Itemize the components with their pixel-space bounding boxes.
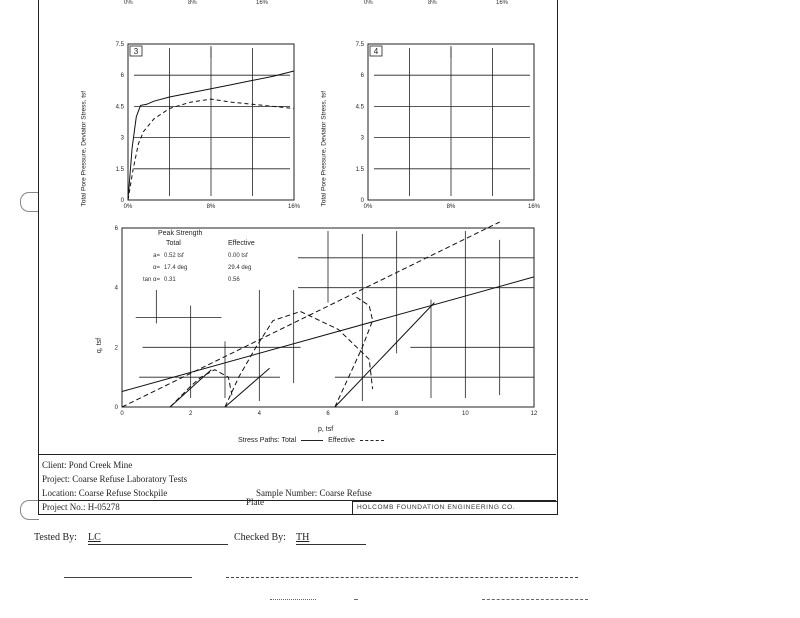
peak-col-total: Total — [166, 240, 181, 247]
y-tick-label: 3 — [360, 135, 364, 142]
checked-by-label: Checked By: — [234, 532, 286, 543]
y-tick-label: 2 — [114, 345, 118, 352]
x-tick-label: 6 — [326, 411, 330, 417]
x-tick-label: 4 — [257, 411, 262, 417]
y-tick-label: 1.5 — [115, 166, 124, 173]
strain-chart-3 — [108, 36, 301, 212]
peak-row-effective: 0.56 — [228, 277, 240, 283]
x-tick-label: 0% — [363, 204, 373, 210]
effective-path-2-line — [225, 312, 373, 408]
stress-ylabel: q, tsf — [96, 337, 104, 354]
x-tick-label: 16% — [527, 204, 541, 210]
panel-4-chart — [348, 36, 541, 217]
legend-total-swatch — [301, 440, 323, 441]
x-tick-label: 12 — [530, 411, 538, 417]
x-tick-label: 0% — [123, 204, 133, 210]
legend-effective-swatch — [360, 440, 384, 441]
client-field: Client: Pond Creek Mine — [42, 460, 133, 470]
y-tick-label: 6 — [360, 73, 364, 80]
peak-row-effective: 29.4 deg — [228, 265, 252, 271]
y-tick-label: 0 — [120, 198, 124, 204]
checked-by-value: TH — [296, 532, 366, 545]
y-tick-label: 4.5 — [355, 104, 364, 111]
panel-4-ylabel-text: Total Pore Pressure, Deviator Stress, tsf — [320, 90, 328, 207]
strain-chart-4 — [348, 36, 541, 212]
legend-effective: Effective — [328, 437, 355, 444]
y-tick-label: 7.5 — [115, 42, 124, 48]
panel-3-ylabel — [80, 90, 88, 207]
top-tick-left-1: 8% — [188, 0, 197, 6]
y-tick-label: 1.5 — [355, 166, 364, 173]
peak-row-label: tan α= — [143, 277, 160, 283]
project-field: Project: Coarse Refuse Laboratory Tests — [42, 474, 188, 484]
legend-prefix: Stress Paths: — [238, 437, 280, 444]
y-tick-label: 0 — [114, 405, 118, 411]
panel-4-ylabel — [320, 90, 328, 207]
y-tick-label: 0 — [360, 198, 364, 204]
total-path-2-line — [225, 368, 270, 407]
peak-strength-table — [128, 230, 298, 290]
y-tick-label: 7.5 — [355, 42, 364, 48]
x-tick-label: 8 — [394, 411, 399, 417]
panel-3-ylabel-text: Total Pore Pressure, Deviator Stress, tsf — [80, 90, 88, 207]
stress-paths-legend — [238, 437, 384, 444]
panel-number: 4 — [373, 47, 379, 56]
plate-label: Plate — [246, 497, 264, 507]
x-tick-label: 8% — [446, 204, 456, 210]
peak-strength-title: Peak Strength — [158, 230, 203, 237]
top-tick-right-0: 0% — [364, 0, 373, 6]
rule-line — [226, 577, 578, 578]
panel-3-chart — [108, 36, 301, 217]
top-tick-right-1: 8% — [428, 0, 437, 6]
tested-by-value: LC — [88, 532, 228, 545]
peak-row-effective: 0.00 tsf — [228, 253, 248, 259]
tested-by-label: Tested By: — [34, 532, 77, 543]
x-tick-label: 0 — [120, 411, 124, 417]
x-tick-label: 2 — [188, 411, 193, 417]
y-tick-label: 6 — [114, 226, 118, 232]
legend-total: Total — [281, 437, 297, 444]
project-no-field: Project No.: H-05278 — [42, 502, 120, 512]
punch-hole — [20, 500, 39, 520]
panel-number: 3 — [133, 47, 139, 56]
peak-col-effective: Effective — [228, 240, 255, 247]
peak-row-label: α= — [153, 265, 160, 271]
y-tick-label: 3 — [120, 135, 124, 142]
peak-row-label: a= — [153, 253, 160, 259]
top-tick-right-2: 16% — [496, 0, 509, 6]
company-name: HOLCOMB FOUNDATION ENGINEERING CO. — [357, 504, 516, 511]
rule-line — [354, 599, 358, 600]
rule-line — [64, 577, 192, 578]
x-tick-label: 10 — [461, 411, 469, 417]
punch-hole — [20, 192, 39, 212]
top-tick-left-0: 0% — [124, 0, 133, 6]
x-tick-label: 8% — [206, 204, 216, 210]
y-tick-label: 4 — [114, 285, 118, 292]
rule-line — [270, 599, 316, 600]
company-box — [352, 501, 557, 514]
stress-xlabel: p, tsf — [318, 426, 334, 433]
info-divider — [38, 454, 556, 455]
y-tick-label: 6 — [120, 73, 124, 80]
y-tick-label: 4.5 — [115, 104, 124, 111]
location-field: Location: Coarse Refuse Stockpile — [42, 488, 168, 498]
effective-path-3-line — [335, 297, 373, 407]
peak-row-total: 0.31 — [164, 277, 176, 283]
sample-number-field: Sample Number: Coarse Refuse — [256, 488, 372, 498]
rule-line — [482, 599, 588, 600]
x-tick-label: 16% — [287, 204, 301, 210]
peak-row-total: 17.4 deg — [164, 265, 188, 271]
top-tick-left-2: 16% — [256, 0, 269, 6]
peak-row-total: 0.52 tsf — [164, 253, 184, 259]
